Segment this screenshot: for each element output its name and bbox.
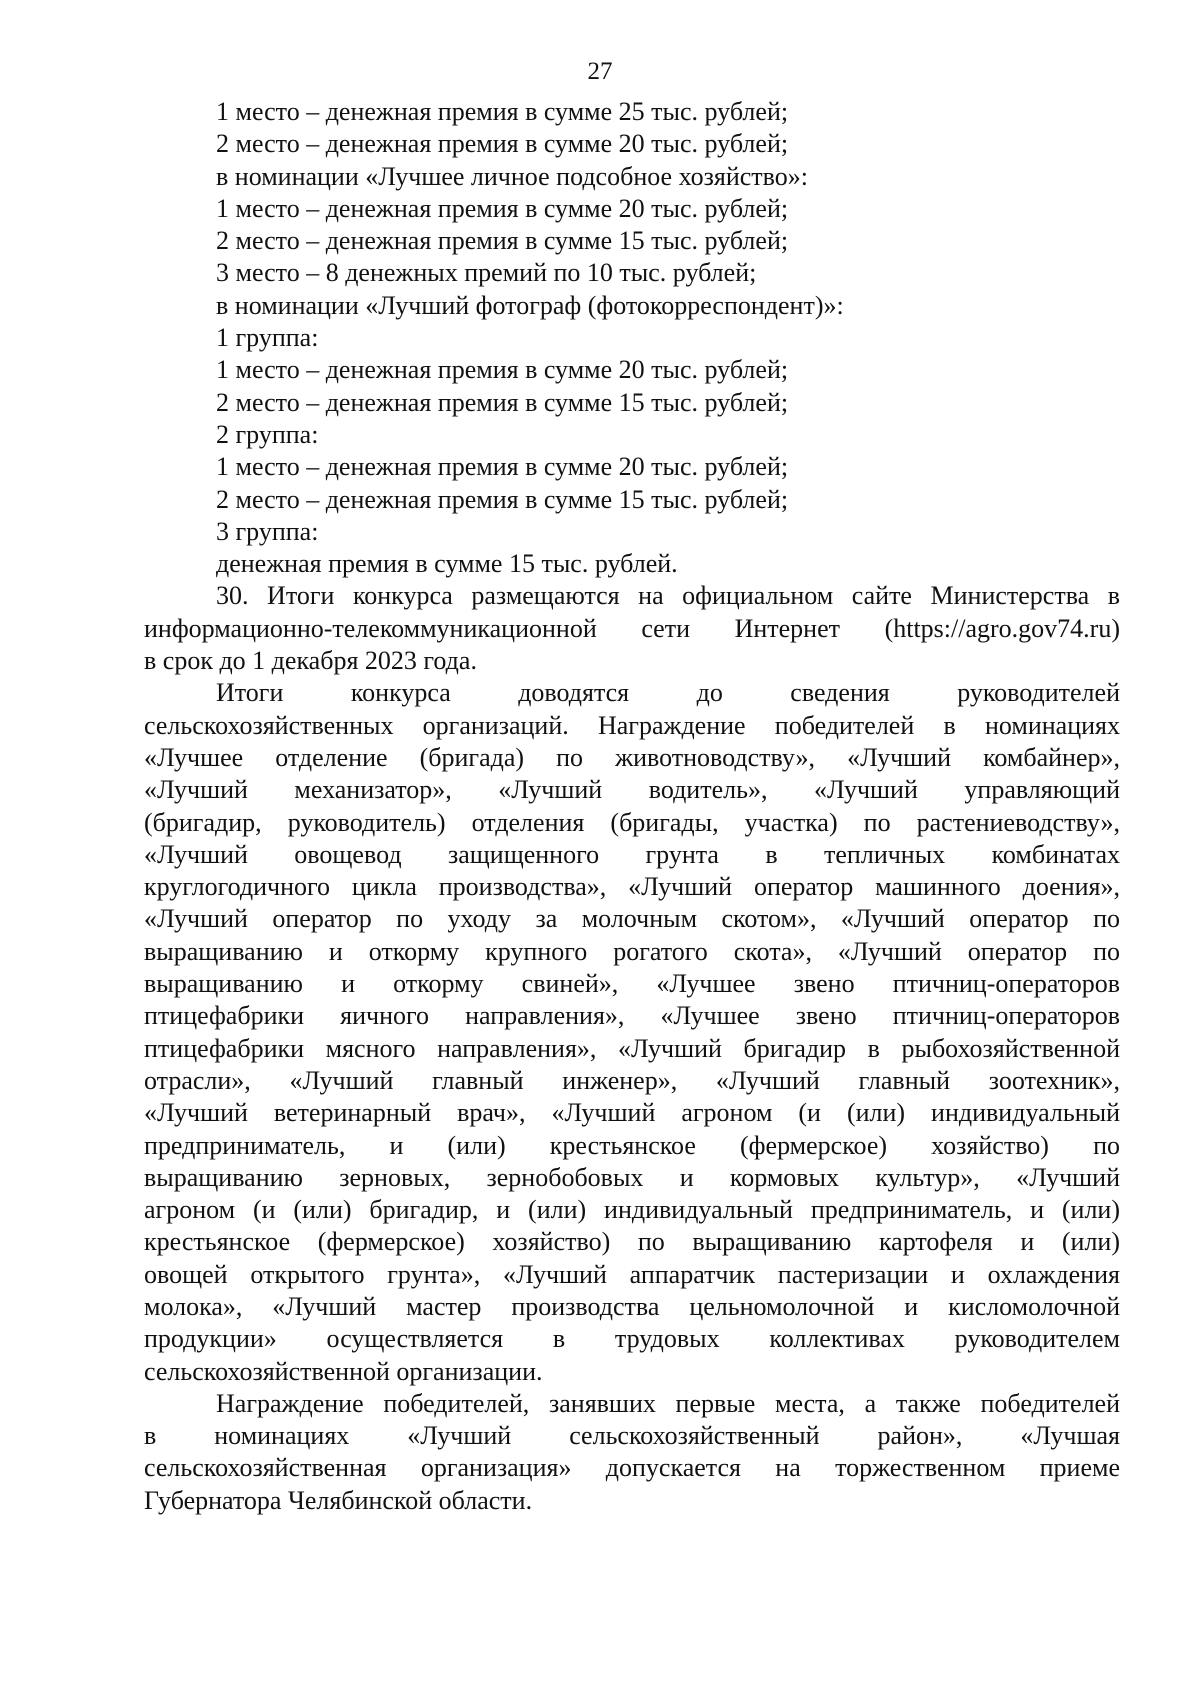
text-line: 2 место – денежная премия в сумме 15 тыс. рублей; — [216, 387, 789, 417]
text-line: птицефабрики яичного направления», «Лучшее звено птичниц-операторов — [144, 1001, 1120, 1031]
text-line: «Лучший ветеринарный врач», «Лучший агроном (и (или) индивидуальный — [144, 1098, 1120, 1128]
text-line: выращиванию зерновых, зернобобовых и кормовых культур», «Лучший — [144, 1162, 1120, 1192]
text-line: Итоги конкурса доводятся до сведения руководителей — [216, 678, 1120, 708]
text-line: выращиванию и откорму крупного рогатого скота», «Лучший оператор по — [144, 936, 1120, 966]
text-line: 2 место – денежная премия в сумме 15 тыс. рублей; — [216, 226, 789, 256]
page-number: 27 — [587, 58, 613, 85]
text-line: 3 группа: — [216, 516, 319, 546]
text-line: выращиванию и откорму свиней», «Лучшее звено птичниц-операторов — [144, 969, 1120, 999]
text-line: сельскохозяйственных организаций. Награждение победителей в номинациях — [144, 710, 1120, 740]
text-line: 1 место – денежная премия в сумме 20 тыс. рублей; — [216, 452, 789, 482]
text-line: 1 место – денежная премия в сумме 25 тыс. рублей; — [216, 97, 789, 126]
text-line: «Лучший механизатор», «Лучший водитель», «Лучший управляющий — [144, 775, 1120, 805]
text-line: молока», «Лучший мастер производства цельномолочной и кисломолочной — [144, 1291, 1120, 1321]
text-line: информационно-телекоммуникационной сети Интернет (https://agro.gov74.ru) — [144, 613, 1120, 643]
text-line: сельскохозяйственной организации. — [144, 1356, 543, 1386]
text-line: Губернатора Челябинской области. — [144, 1485, 533, 1515]
text-line: в номинации «Лучший фотограф (фотокорреспондент)»: — [216, 290, 844, 320]
text-line: 2 место – денежная премия в сумме 20 тыс. рублей; — [216, 129, 789, 159]
document-body — [144, 96, 1120, 1517]
text-line: птицефабрики мясного направления», «Лучший бригадир в рыбохозяйственной — [144, 1033, 1120, 1063]
text-line: 2 группа: — [216, 419, 319, 449]
text-line: крестьянское (фермерское) хозяйство) по выращиванию картофеля и (или) — [144, 1227, 1120, 1257]
text-line: в номинации «Лучшее личное подсобное хозяйство»: — [216, 161, 808, 191]
text-line: агроном (и (или) бригадир, и (или) индивидуальный предприниматель, и (или) — [144, 1195, 1120, 1225]
text-line: 30. Итоги конкурса размещаются на официальном сайте Министерства в — [216, 581, 1120, 611]
text-line: отрасли», «Лучший главный инженер», «Лучший главный зоотехник», — [144, 1065, 1120, 1095]
text-line: сельскохозяйственная организация» допускается на торжественном приеме — [144, 1453, 1120, 1483]
text-line: предприниматель, и (или) крестьянское (фермерское) хозяйство) по — [144, 1130, 1120, 1160]
text-line: в срок до 1 декабря 2023 года. — [144, 646, 477, 676]
text-line: 1 место – денежная премия в сумме 20 тыс. рублей; — [216, 355, 789, 385]
text-line: Награждение победителей, занявших первые места, а также победителей — [216, 1388, 1120, 1418]
text-line: (бригадир, руководитель) отделения (бригады, участка) по растениеводству», — [144, 807, 1120, 837]
text-line: круглогодичного цикла производства», «Лучший оператор машинного доения», — [144, 872, 1120, 902]
text-line: в номинациях «Лучший сельскохозяйственный район», «Лучшая — [144, 1421, 1120, 1451]
text-line: «Лучший овощевод защищенного грунта в тепличных комбинатах — [144, 839, 1120, 869]
text-line: 2 место – денежная премия в сумме 15 тыс. рублей; — [216, 484, 789, 514]
text-line: «Лучший оператор по уходу за молочным скотом», «Лучший оператор по — [144, 904, 1120, 934]
text-line: 1 место – денежная премия в сумме 20 тыс. рублей; — [216, 193, 789, 223]
text-line: «Лучшее отделение (бригада) по животноводству», «Лучший комбайнер», — [144, 742, 1120, 772]
text-line: денежная премия в сумме 15 тыс. рублей. — [216, 549, 678, 579]
text-line: продукции» осуществляется в трудовых коллективах руководителем — [144, 1324, 1120, 1354]
text-line: 1 группа: — [216, 323, 319, 353]
text-line: овощей открытого грунта», «Лучший аппаратчик пастеризации и охлаждения — [144, 1259, 1120, 1289]
text-line: 3 место – 8 денежных премий по 10 тыс. рублей; — [216, 258, 757, 288]
